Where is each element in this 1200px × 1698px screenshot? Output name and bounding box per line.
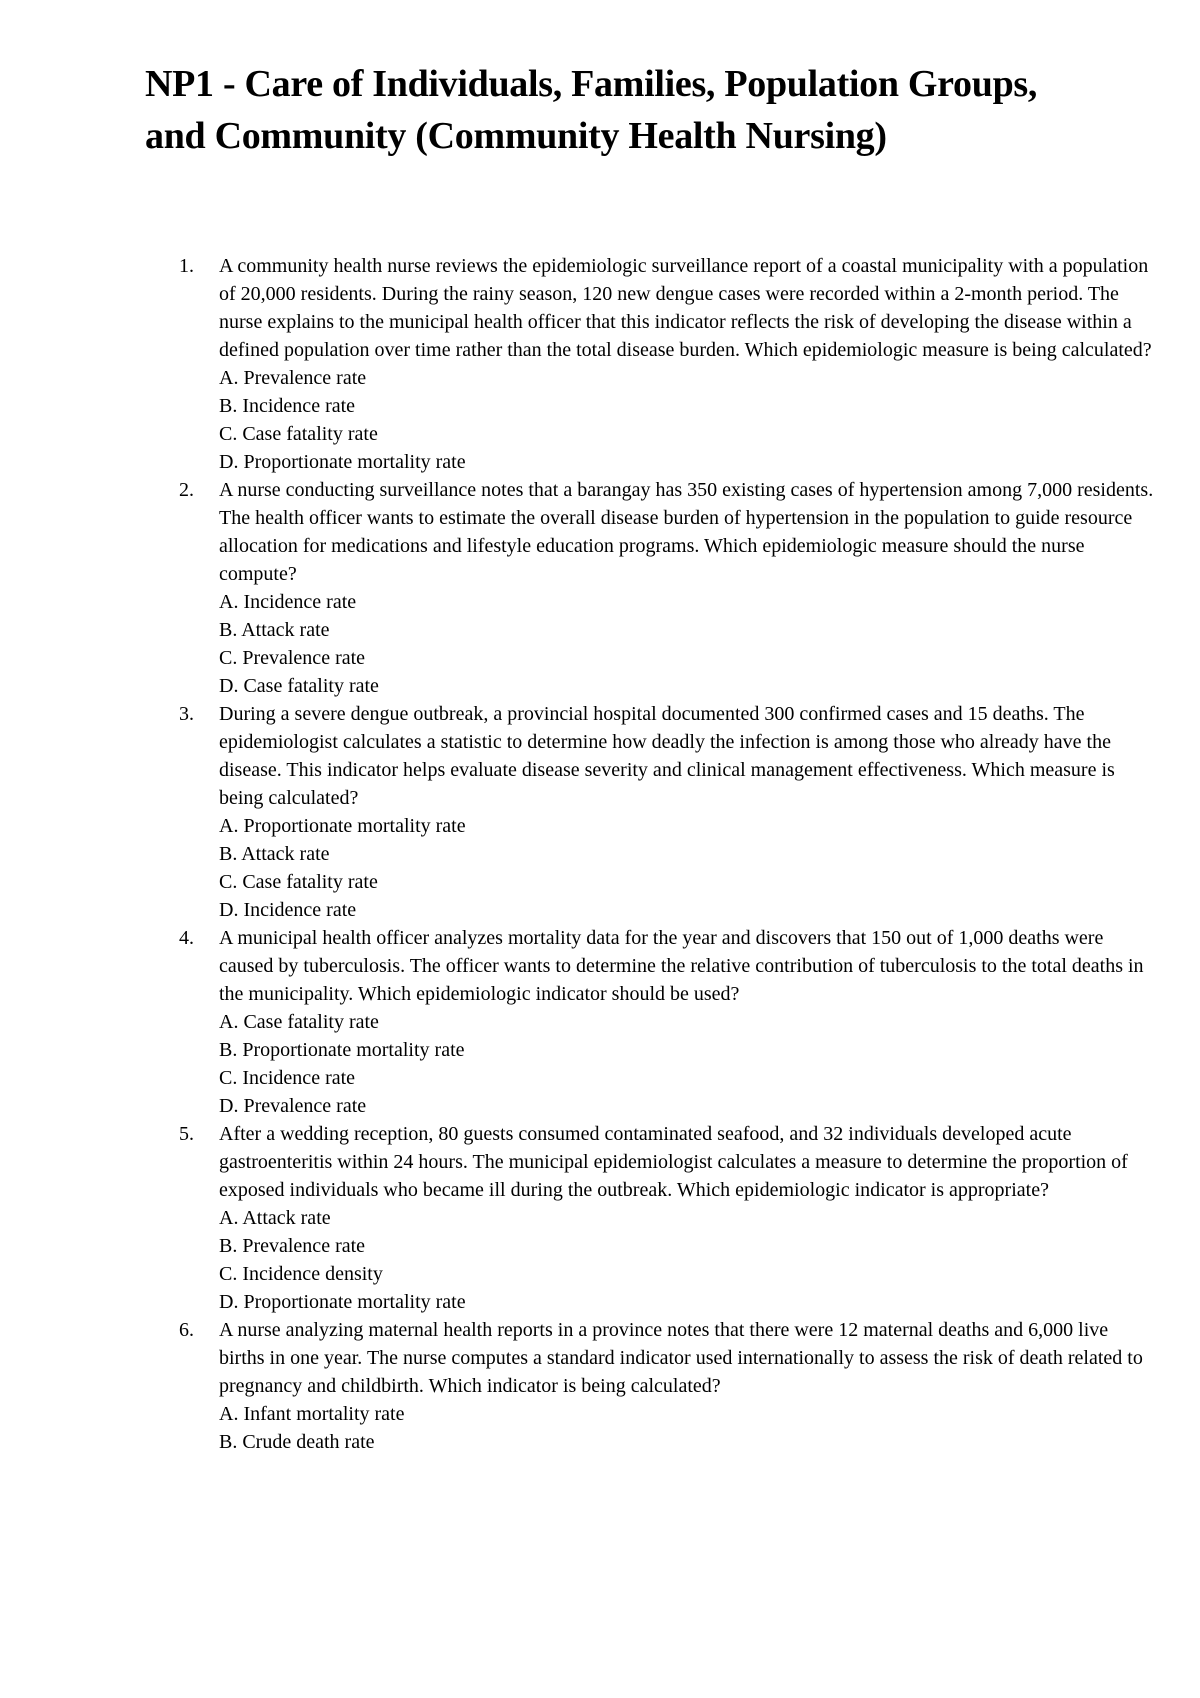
question-item — [145, 1316, 1155, 1456]
answer-option: A. Prevalence rate — [219, 367, 367, 389]
question-stem: During a severe dengue outbreak, a provincial hospital documented 300 confirmed cases and 15 deaths. The epidemiologist calculates a statistic to determine how deadly the infection is among those who already have the disease. This indicator helps evaluate disease severity and clinical management effectiveness. Which measure is being calculated? — [219, 703, 1115, 809]
answer-option: A. Attack rate — [219, 1207, 331, 1229]
question-item — [145, 924, 1155, 1120]
question-number: 6. — [179, 1319, 194, 1341]
question-stem: A nurse conducting surveillance notes that a barangay has 350 existing cases of hypertension among 7,000 residents. The health officer wants to estimate the overall disease burden of hypertension in the population to guide resource allocation for medications and lifestyle education programs. Which epidemiologic measure should the nurse compute? — [219, 479, 1154, 585]
answer-option: D. Incidence rate — [219, 899, 357, 921]
page-title — [145, 58, 1145, 162]
answer-option: D. Case fatality rate — [219, 675, 379, 697]
question-item — [145, 1120, 1155, 1316]
question-item — [145, 700, 1155, 924]
question-number: 4. — [179, 927, 194, 949]
question-item — [145, 252, 1155, 476]
answer-option: D. Proportionate mortality rate — [219, 1291, 466, 1313]
answer-option: A. Infant mortality rate — [219, 1403, 405, 1425]
answer-option: B. Proportionate mortality rate — [219, 1039, 465, 1061]
question-stem: A municipal health officer analyzes mortality data for the year and discovers that 150 out of 1,000 deaths were caused by tuberculosis. The officer wants to determine the relative contribution of tuberculosis to the total deaths in the municipality. Which epidemiologic indicator should be used? — [219, 927, 1144, 1005]
question-item — [145, 476, 1155, 700]
answer-option: A. Case fatality rate — [219, 1011, 379, 1033]
question-stem: After a wedding reception, 80 guests consumed contaminated seafood, and 32 individuals developed acute gastroenteritis within 24 hours. The municipal epidemiologist calculates a measure to determine the proportion of exposed individuals who became ill during the outbreak. Which epidemiologic indicator is appropriate? — [219, 1123, 1128, 1201]
answer-option: D. Proportionate mortality rate — [219, 451, 466, 473]
question-number: 1. — [179, 255, 194, 277]
question-number: 2. — [179, 479, 194, 501]
answer-option: A. Incidence rate — [219, 591, 357, 613]
answer-option: C. Case fatality rate — [219, 871, 378, 893]
title-line-2: and Community (Community Health Nursing) — [145, 115, 887, 157]
question-list — [145, 252, 1155, 1456]
answer-option: B. Attack rate — [219, 619, 330, 641]
answer-option: A. Proportionate mortality rate — [219, 815, 466, 837]
question-number: 5. — [179, 1123, 194, 1145]
answer-option: B. Crude death rate — [219, 1431, 375, 1453]
answer-option: B. Attack rate — [219, 843, 330, 865]
title-line-1: NP1 - Care of Individuals, Families, Population Groups, — [145, 63, 1038, 105]
answer-option: C. Case fatality rate — [219, 423, 378, 445]
question-number: 3. — [179, 703, 194, 725]
answer-option: B. Prevalence rate — [219, 1235, 366, 1257]
question-stem: A community health nurse reviews the epidemiologic surveillance report of a coastal municipality with a population of 20,000 residents. During the rainy season, 120 new dengue cases were recorded within a 2-month period. The nurse explains to the municipal health officer that this indicator reflects the risk of developing the disease within a defined population over time rather than the total disease burden. Which epidemiologic measure is being calculated? — [219, 255, 1152, 361]
question-stem: A nurse analyzing maternal health reports in a province notes that there were 12 maternal deaths and 6,000 live births in one year. The nurse computes a standard indicator used internationally to assess the risk of death related to pregnancy and childbirth. Which indicator is being calculated? — [219, 1319, 1143, 1397]
answer-option: D. Prevalence rate — [219, 1095, 367, 1117]
answer-option: C. Prevalence rate — [219, 647, 366, 669]
answer-option: C. Incidence rate — [219, 1067, 356, 1089]
answer-option: C. Incidence density — [219, 1263, 383, 1285]
answer-option: B. Incidence rate — [219, 395, 356, 417]
